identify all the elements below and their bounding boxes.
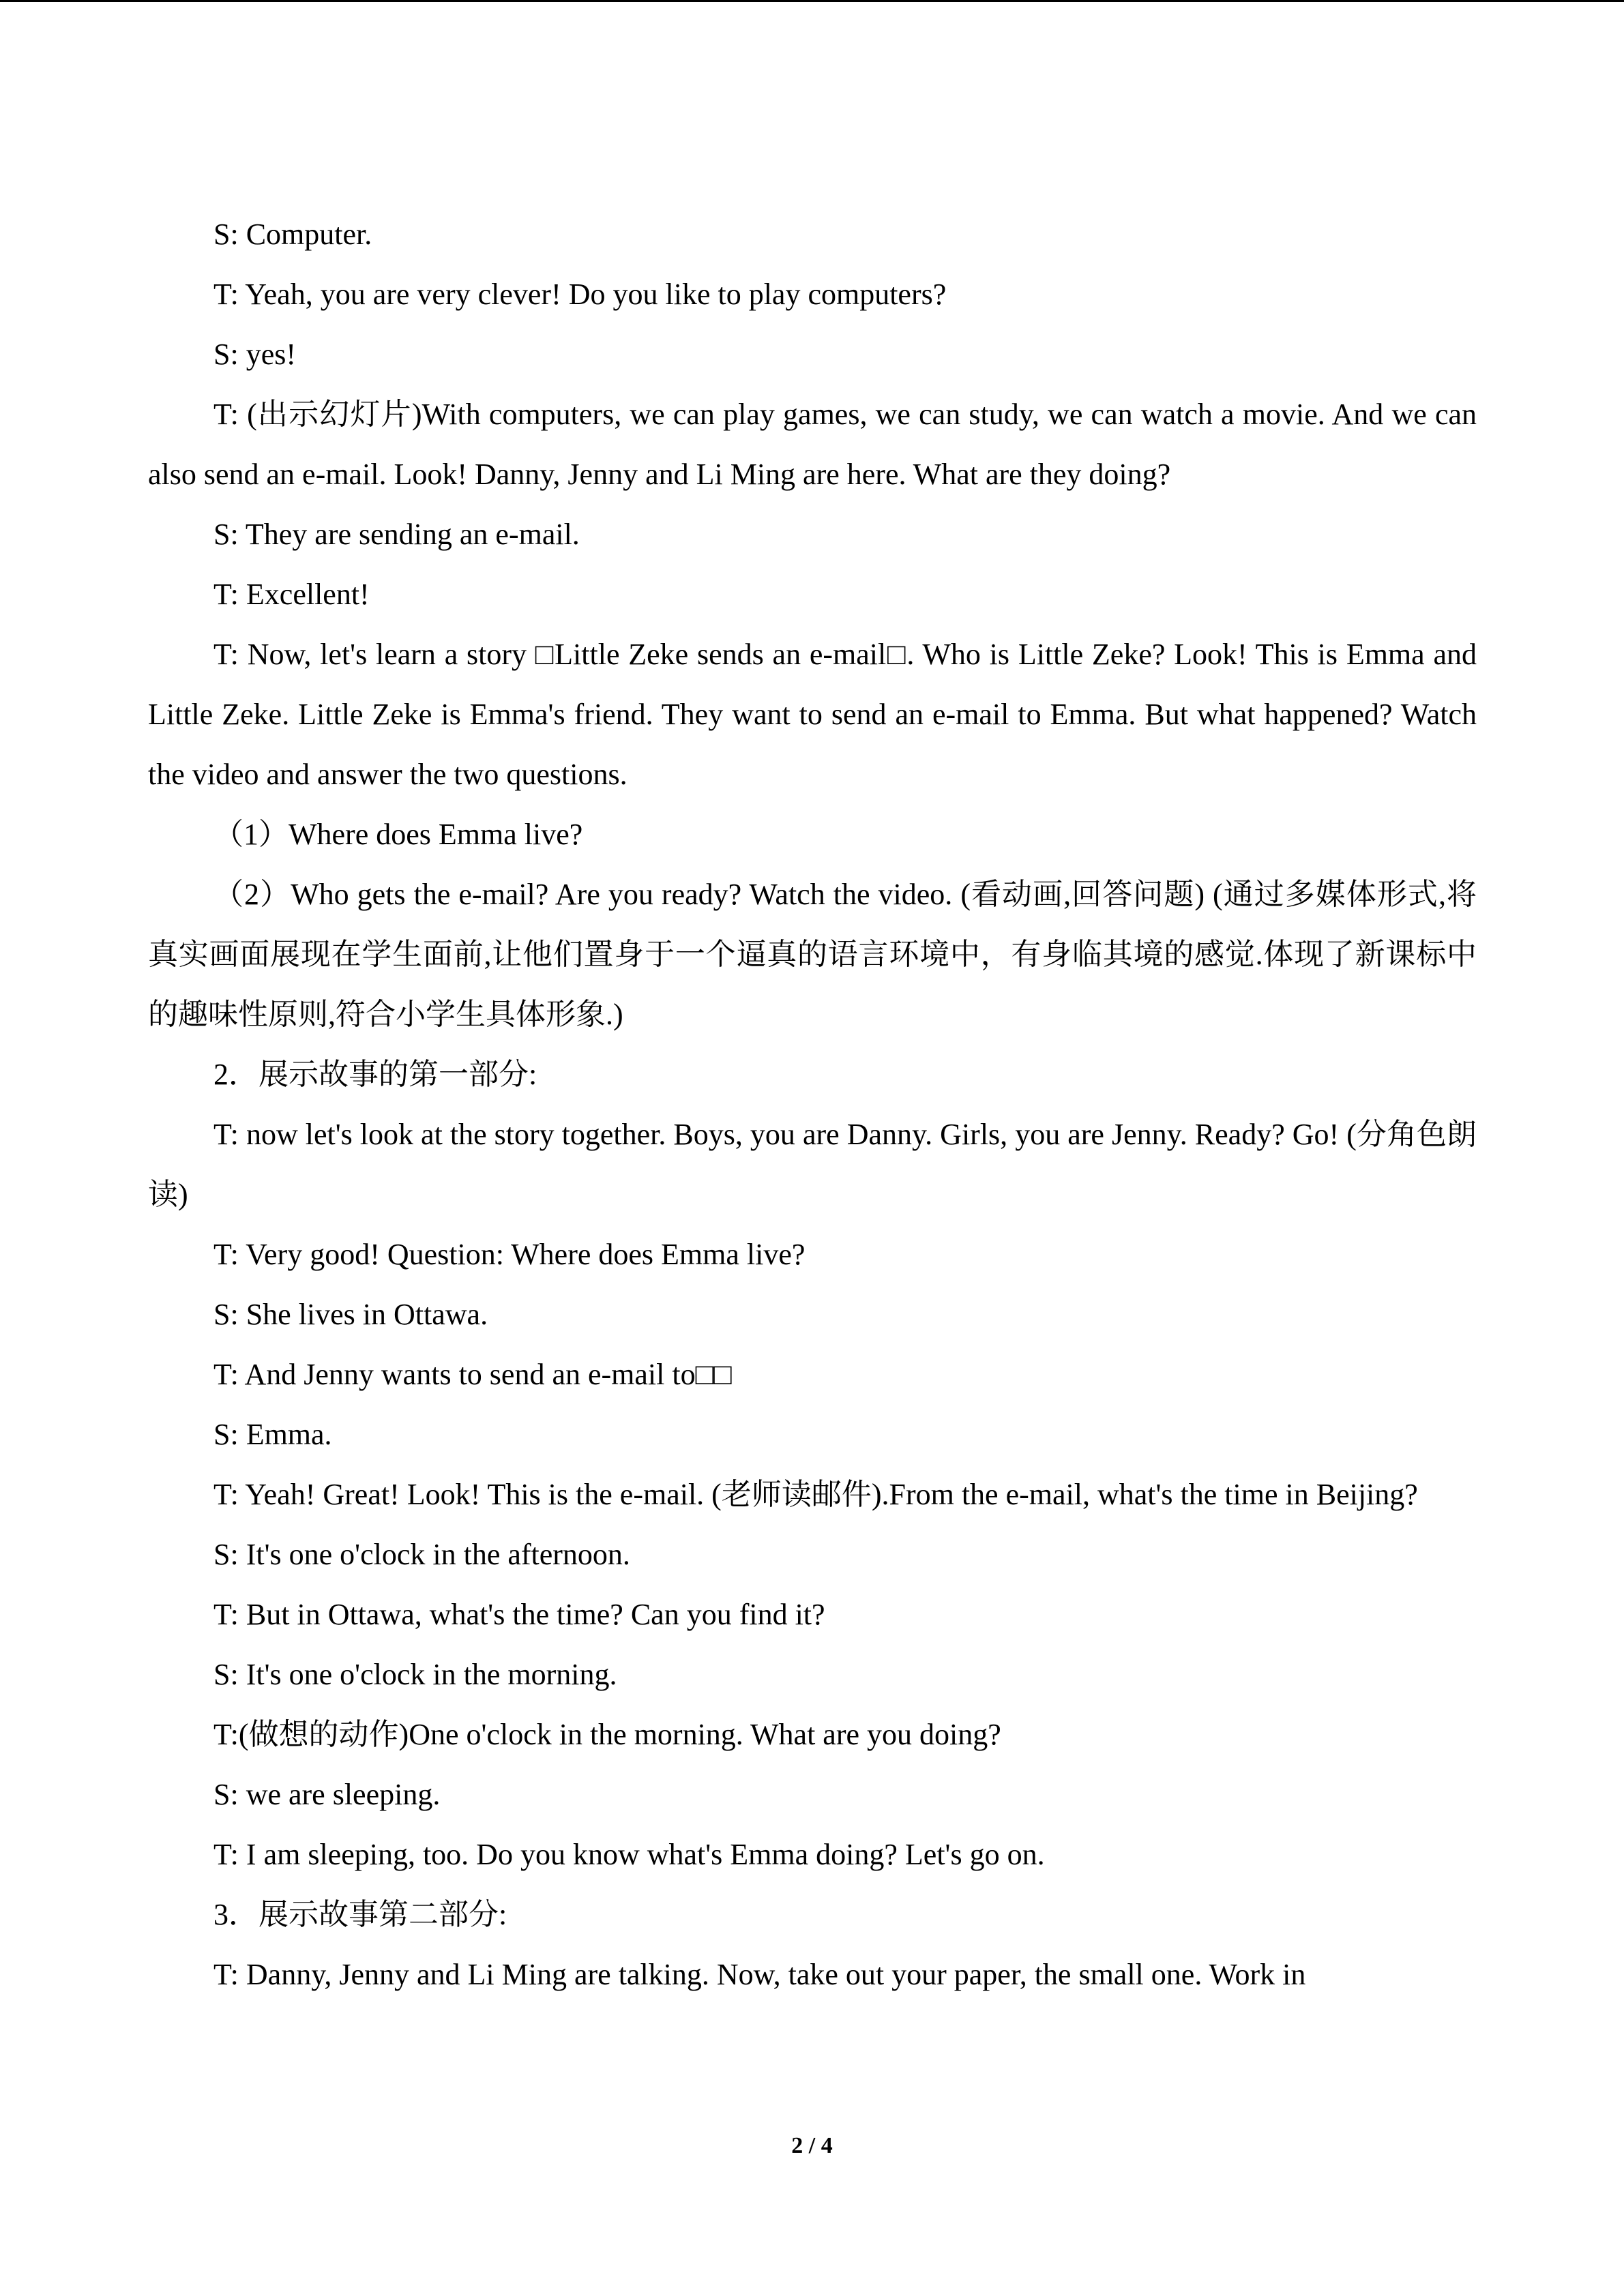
page-number: 2 / 4 [791, 2133, 833, 2158]
section-heading-2: 2．展示故事的第一部分: [213, 1058, 537, 1091]
paragraph-20: T:(做想的动作)One o'clock in the morning. What are you doing? [213, 1718, 1001, 1751]
paragraph-18: T: But in Ottawa, what's the time? Can you find it? [213, 1598, 825, 1631]
paragraph-6: T: Excellent! [213, 578, 370, 611]
document-body [148, 205, 1477, 2005]
paragraph-11: T: now let's look at the story together. Boys, you are Danny. Girls, you are Jenny. Ready? Go! (分角色朗读) [148, 1118, 1477, 1211]
paragraph-7: T: Now, let's learn a story □Little Zeke sends an e-mail□. Who is Little Zeke? Look! This is Emma and Little Zeke. Little Zeke is Emma's friend. They want to send an e-mail to Emma. But what happened? Watch the video and answer the two questions. [148, 638, 1477, 791]
paragraph-17: S: It's one o'clock in the afternoon. [213, 1538, 630, 1571]
paragraph-24: T: Danny, Jenny and Li Ming are talking. Now, take out your paper, the small one. Work in [213, 1958, 1306, 1991]
paragraph-19: S: It's one o'clock in the morning. [213, 1658, 617, 1691]
paragraph-16: T: Yeah! Great! Look! This is the e-mail. (老师读邮件).From the e-mail, what's the time in Beijing? [213, 1478, 1418, 1511]
paragraph-15: S: Emma. [213, 1418, 332, 1451]
question-2: （2）Who gets the e-mail? Are you ready? Watch the video. (看动画,回答问题) (通过多媒体形式,将真实画面展现在学生面前,让他们置身于一个逼真的语言环境中，有身临其境的感觉.体现了新课标中的趣味性原则,符合小学生具体形象.) [148, 878, 1477, 1031]
paragraph-1: S: Computer. [213, 218, 372, 251]
paragraph-13: S: She lives in Ottawa. [213, 1298, 488, 1331]
paragraph-2: T: Yeah, you are very clever! Do you like to play computers? [213, 278, 947, 311]
page-top-border [0, 0, 1624, 2]
question-1: （1）Where does Emma live? [213, 818, 583, 851]
paragraph-21: S: we are sleeping. [213, 1778, 441, 1811]
paragraph-4: T: (出示幻灯片)With computers, we can play games, we can study, we can watch a movie. And we can also send an e-mail. Look! Danny, Jenny and Li Ming are here. What are they doing? [148, 398, 1477, 491]
paragraph-3: S: yes! [213, 338, 296, 371]
section-heading-3: 3．展示故事第二部分: [213, 1898, 507, 1931]
paragraph-12: T: Very good! Question: Where does Emma live? [213, 1238, 806, 1271]
paragraph-22: T: I am sleeping, too. Do you know what's Emma doing? Let's go on. [213, 1838, 1045, 1871]
paragraph-14: T: And Jenny wants to send an e-mail to□□ [213, 1358, 732, 1391]
paragraph-5: S: They are sending an e-mail. [213, 518, 580, 551]
